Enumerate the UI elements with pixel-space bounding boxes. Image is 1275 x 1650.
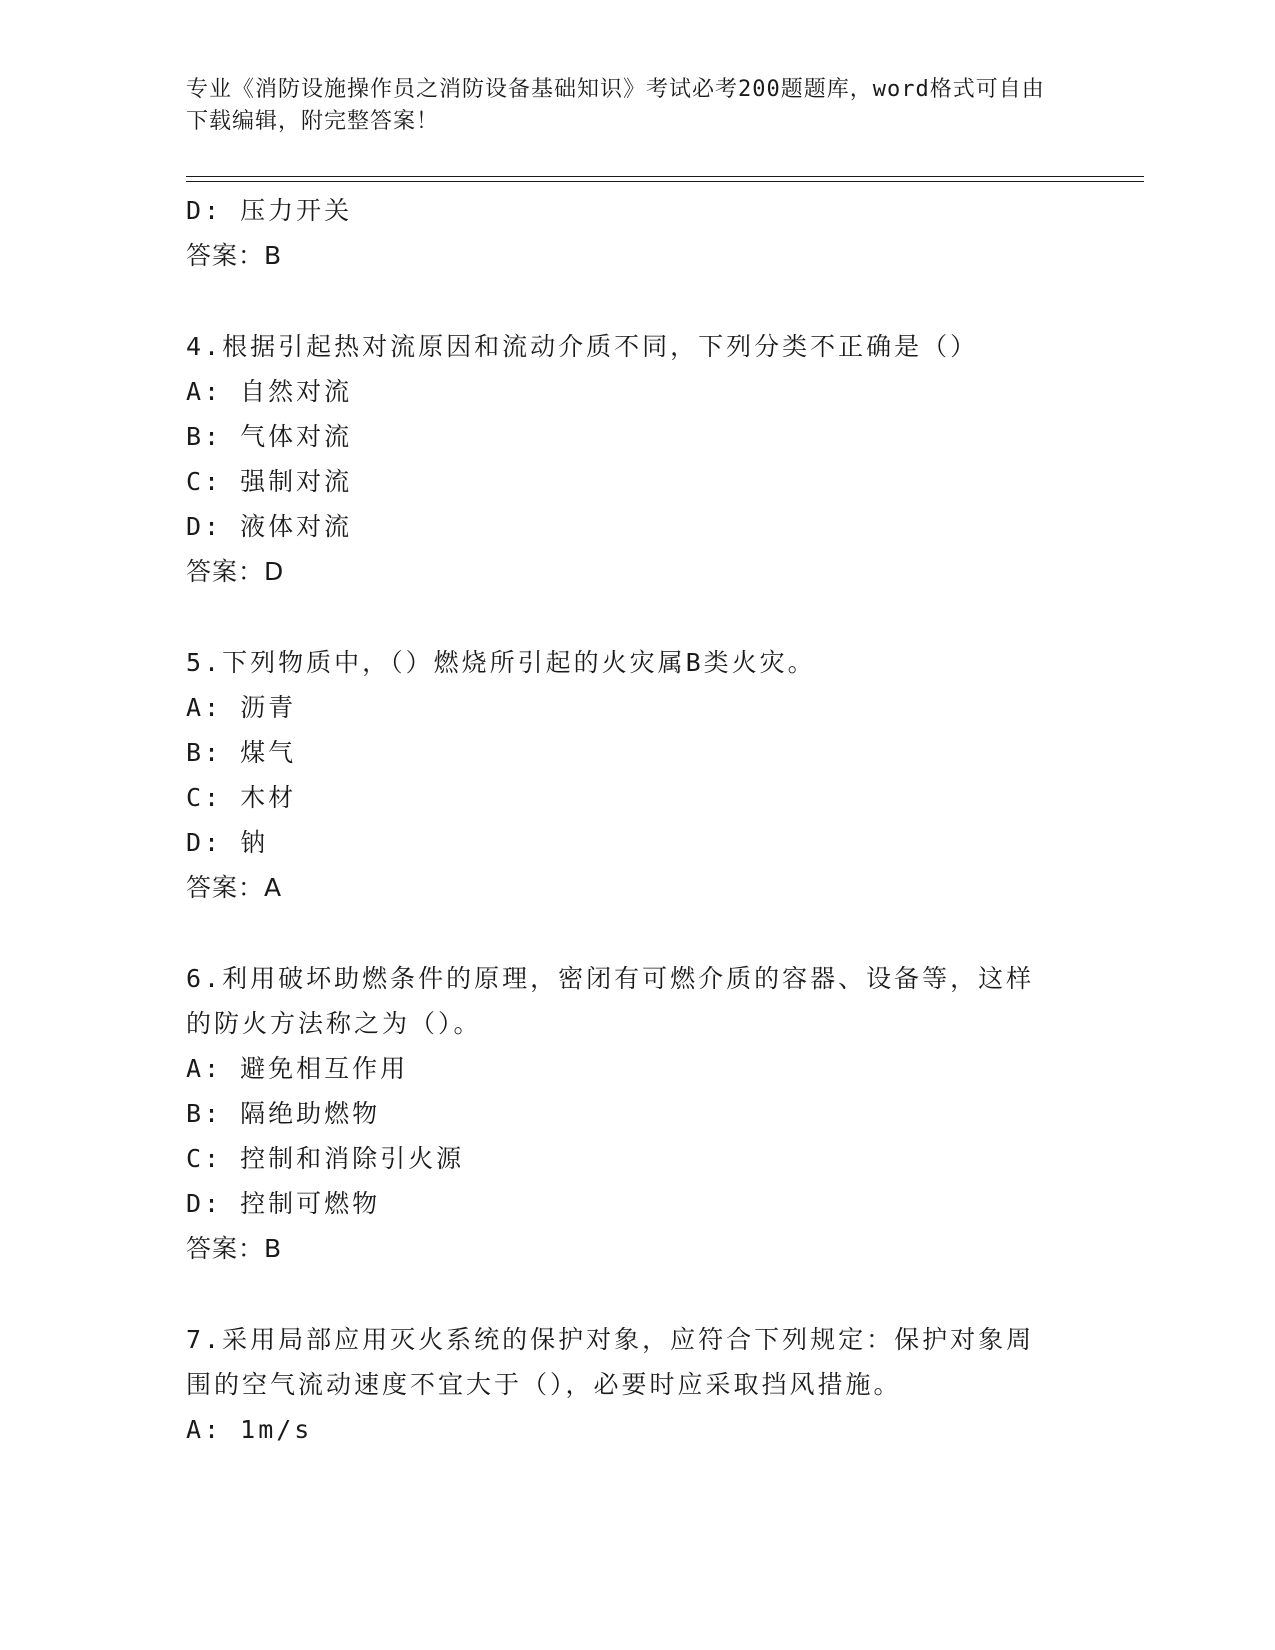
answer-line: 答案：D [186, 557, 285, 586]
option-a: A: 沥青 [186, 693, 297, 722]
document-header: 专业《消防设施操作员之消防设备基础知识》考试必考200题题库，word格式可自由下载编辑，附完整答案！ [186, 77, 1045, 134]
option-b: B: 隔绝助燃物 [186, 1099, 381, 1128]
option-c: C: 控制和消除引火源 [186, 1144, 465, 1173]
header-divider-top [186, 176, 1144, 177]
question-stem: 7.采用局部应用灭火系统的保护对象，应符合下列规定：保护对象周围的空气流动速度不宜大于（），必要时应采取挡风措施。 [186, 1325, 1035, 1399]
option-a: A: 1m/s [186, 1415, 313, 1444]
answer-line: 答案：A [186, 873, 283, 902]
option-d: D: 控制可燃物 [186, 1189, 381, 1218]
question-6 [186, 956, 1086, 1271]
option-b: B: 煤气 [186, 738, 297, 767]
option-a: A: 自然对流 [186, 377, 353, 406]
question-4 [186, 324, 1086, 594]
answer-line: 答案：B [186, 241, 283, 270]
question-stem: 6.利用破坏助燃条件的原理，密闭有可燃介质的容器、设备等，这样的防火方法称之为（）。 [186, 964, 1035, 1038]
option-c: C: 木材 [186, 783, 297, 812]
option-d: D: 钠 [186, 828, 269, 857]
option-b: B: 气体对流 [186, 422, 353, 451]
question-list [186, 188, 1086, 1452]
option-d: D: 液体对流 [186, 512, 353, 541]
question-stem: 4.根据引起热对流原因和流动介质不同，下列分类不正确是（） [186, 332, 979, 361]
question-3-tail [186, 188, 1086, 278]
option-a: A: 避免相互作用 [186, 1054, 409, 1083]
question-7 [186, 1317, 1086, 1452]
option-c: C: 强制对流 [186, 467, 353, 496]
question-stem: 5.下列物质中，（）燃烧所引起的火灾属B类火灾。 [186, 648, 816, 677]
option-d: D: 压力开关 [186, 196, 353, 225]
header-divider-bottom [186, 181, 1144, 182]
question-5 [186, 640, 1086, 910]
answer-line: 答案：B [186, 1234, 283, 1263]
